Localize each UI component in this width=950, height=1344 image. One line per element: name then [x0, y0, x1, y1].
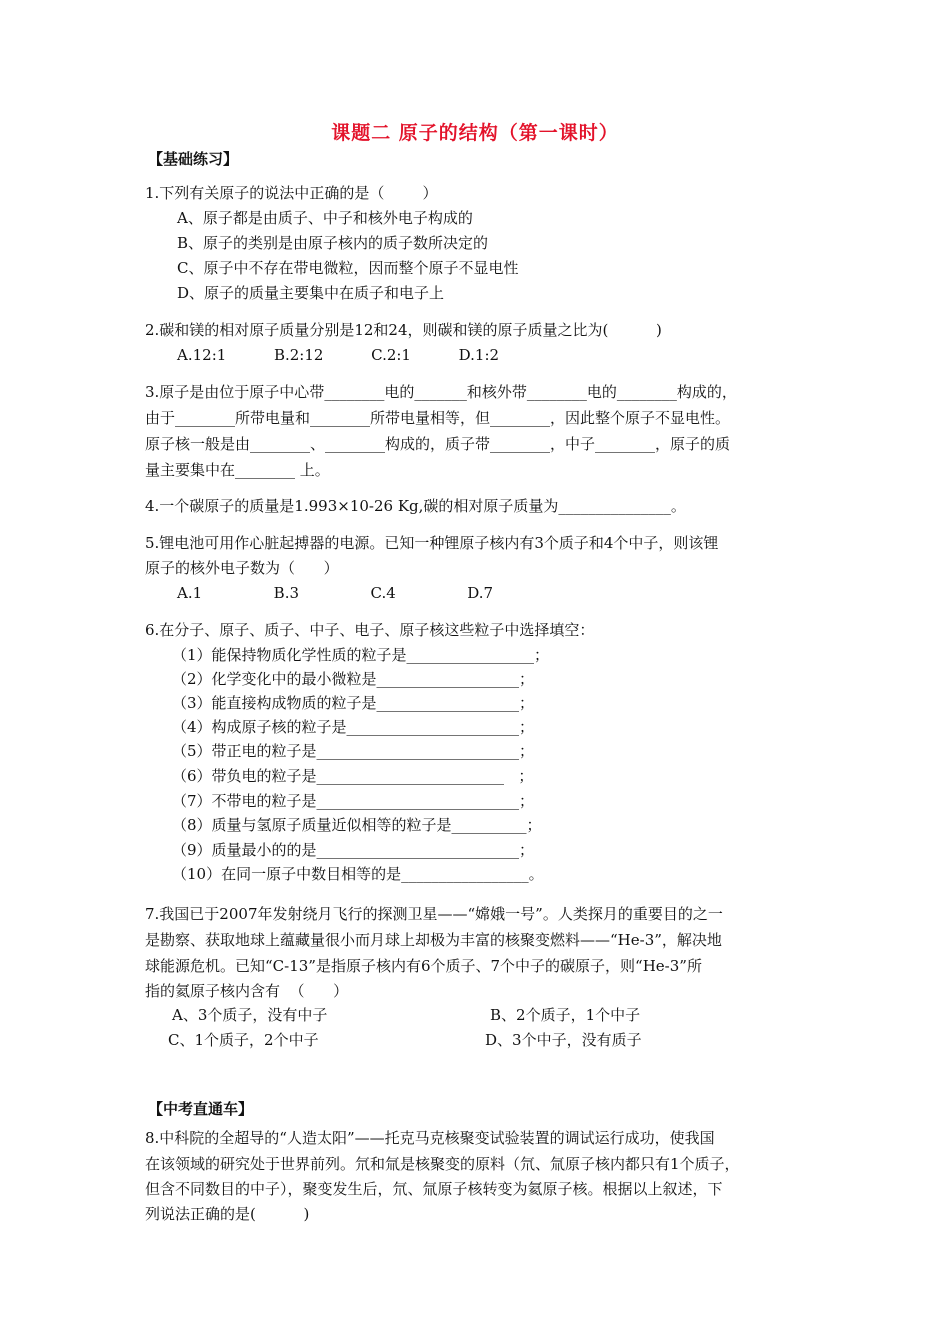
- question-1-option-a: A、原子都是由质子、中子和核外电子构成的: [177, 209, 473, 227]
- question-7-option-a: A、3个质子，没有中子: [172, 1006, 328, 1024]
- question-7-option-c: C、1个质子，2个中子: [168, 1031, 319, 1049]
- question-6-item-9: （9）质量最小的的是___________________________；: [172, 841, 535, 859]
- question-6-item-1: （1）能保持物质化学性质的粒子是_________________；: [172, 646, 550, 664]
- question-4-stem: 4.一个碳原子的质量是1.993×10-26 Kg,碳的相对原子质量为_______________。: [145, 497, 686, 515]
- question-6-item-10: （10）在同一原子中数目相等的是_________________。: [172, 865, 544, 883]
- question-5-options: A.1 B.3 C.4 D.7: [177, 584, 494, 602]
- question-5-line-2: 原子的核外电子数为（ ）: [145, 559, 339, 577]
- question-3-line-2: 由于________所带电量和________所带电量相等，但________，因此整个原子不显电性。: [145, 409, 731, 427]
- question-7-line-3: 球能源危机。已知“C-13”是指原子核内有6个质子、7个中子的碳原子，则“He-3”所: [145, 957, 702, 975]
- question-6-item-7: （7）不带电的粒子是___________________________；: [172, 792, 535, 810]
- question-6-item-4: （4）构成原子核的粒子是_______________________；: [172, 718, 535, 736]
- question-7-option-b: B、2个质子，1个中子: [490, 1006, 641, 1024]
- question-1-option-d: D、原子的质量主要集中在质子和电子上: [177, 284, 445, 302]
- question-7-line-4: 指的氦原子核内含有 （ ）: [145, 982, 349, 1000]
- question-8-line-3: 但含不同数目的中子），聚变发生后，氘、氚原子核转变为氦原子核。根据以上叙述，下: [145, 1180, 723, 1198]
- question-6-item-8: （8）质量与氢原子质量近似相等的粒子是__________；: [172, 816, 542, 834]
- question-8-line-4: 列说法正确的是( ): [145, 1205, 310, 1223]
- question-5-line-1: 5.锂电池可用作心脏起搏器的电源。已知一种锂原子核内有3个质子和4个中子，则该锂: [145, 534, 719, 552]
- question-1-option-b: B、原子的类别是由原子核内的质子数所决定的: [177, 234, 489, 252]
- question-8-line-1: 8.中科院的全超导的“人造太阳”——托克马克核聚变试验装置的调试运行成功，使我国: [145, 1129, 715, 1147]
- question-1-option-c: C、原子中不存在带电微粒，因而整个原子不显电性: [177, 259, 519, 277]
- question-1-stem: 1.下列有关原子的说法中正确的是（ ）: [145, 184, 438, 202]
- question-3-line-4: 量主要集中在________ 上。: [145, 461, 330, 479]
- question-6-stem: 6.在分子、原子、质子、中子、电子、原子核这些粒子中选择填空：: [145, 621, 595, 639]
- question-7-line-1: 7.我国已于2007年发射绕月飞行的探测卫星——“嫦娥一号”。人类探月的重要目的之一: [145, 905, 723, 923]
- question-6-item-5: （5）带正电的粒子是___________________________；: [172, 742, 535, 760]
- section-heading-exam: 【中考直通车】: [148, 1100, 254, 1118]
- question-8-line-2: 在该领域的研究处于世界前列。氘和氚是核聚变的原料（氘、氚原子核内都只有1个质子，: [145, 1155, 740, 1173]
- question-6-item-6: （6）带负电的粒子是_________________________ ；: [172, 767, 534, 785]
- question-6-item-2: （2）化学变化中的最小微粒是___________________；: [172, 670, 535, 688]
- section-heading-basic: 【基础练习】: [148, 150, 239, 168]
- question-7-line-2: 是勘察、获取地球上蕴藏量很小而月球上却极为丰富的核聚变燃料——“He-3”，解决地: [145, 931, 722, 949]
- question-3-line-3: 原子核一般是由________、________构成的，质子带________，中子________，原子的质: [145, 435, 731, 453]
- question-3-line-1: 3.原子是由位于原子中心带________电的_______和核外带________电的________构成的，: [145, 383, 737, 401]
- question-7-option-d: D、3个中子，没有质子: [485, 1031, 642, 1049]
- question-2-options: A.12:1 B.2:12 C.2:1 D.1:2: [177, 346, 500, 364]
- page-title: 课题二 原子的结构（第一课时）: [331, 122, 619, 144]
- question-2-stem: 2.碳和镁的相对原子质量分别是12和24，则碳和镁的原子质量之比为( ): [145, 321, 662, 339]
- question-6-item-3: （3）能直接构成物质的粒子是___________________；: [172, 694, 535, 712]
